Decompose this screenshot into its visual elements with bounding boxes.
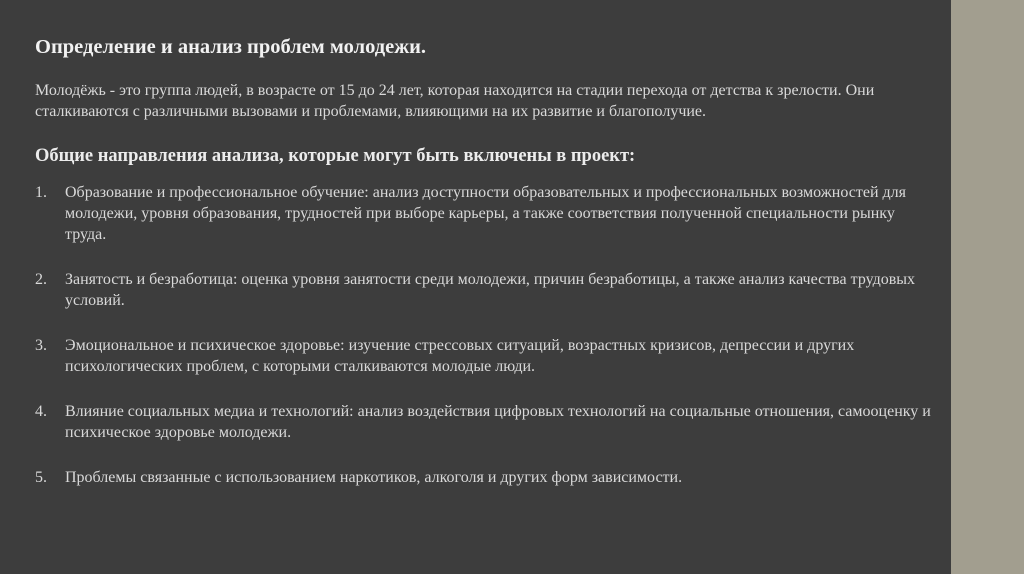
list-item-number: 2. [35, 271, 47, 288]
section-subtitle: Общие направления анализа, которые могут быть включены в проект: [35, 146, 636, 166]
list-item-number: 4. [35, 403, 47, 420]
list-item-number: 3. [35, 337, 47, 354]
list-item-number: 1. [35, 184, 47, 201]
accent-band [951, 0, 1024, 574]
list-item [35, 269, 940, 311]
list-item [35, 335, 940, 377]
list-item [35, 401, 940, 443]
analysis-list [35, 182, 940, 488]
slide-title: Определение и анализ проблем молодежи. [35, 36, 427, 58]
list-item-number: 5. [35, 469, 47, 486]
list-item [35, 467, 940, 488]
list-item-text: Образование и профессиональное обучение: анализ доступности образовательных и профессиональных возможностей для молодежи, уровня образования, трудностей при выборе карьеры, а также соответствия полученной специальности рынку труда. [65, 184, 906, 243]
list-item-text: Проблемы связанные с использованием наркотиков, алкоголя и других форм зависимости. [65, 469, 683, 486]
list-item-text: Эмоциональное и психическое здоровье: изучение стрессовых ситуаций, возрастных кризисов, депрессии и других психологических проблем, с которыми сталкиваются молодые люди. [65, 337, 855, 375]
slide-content [35, 34, 940, 488]
intro-paragraph: Молодёжь - это группа людей, в возрасте от 15 до 24 лет, которая находится на стадии перехода от детства к зрелости. Они сталкиваются с различными вызовами и проблемами, влияющими на их развитие и благополучие. [35, 82, 875, 120]
list-item-text: Влияние социальных медиа и технологий: анализ воздействия цифровых технологий на социальные отношения, самооценку и психическое здоровье молодежи. [65, 403, 931, 441]
list-item-text: Занятость и безработица: оценка уровня занятости среди молодежи, причин безработицы, а также анализ качества трудовых условий. [65, 271, 916, 309]
list-item [35, 182, 940, 245]
